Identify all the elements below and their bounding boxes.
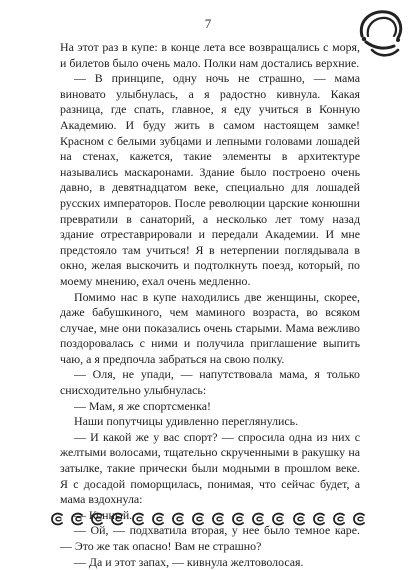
horseshoe-icon (231, 512, 247, 526)
horseshoe-icon (70, 512, 86, 526)
paragraph: — Да и этот запах, — кивнула желтоволосая. (74, 554, 304, 569)
paragraph: — Мам, я же спортсменка! (74, 398, 211, 413)
paragraph: — Конный. (74, 507, 133, 522)
paragraph: — Ой, — подхватила вторая, у нее было темное каре. — Это же так опасно! Вам не страшно? (60, 523, 360, 553)
paragraph: — Оля, не упади, — напутствовала мама, я только снисходительно улыбнулась: (60, 367, 360, 398)
paragraph: — В принципе, одну ночь не страшно, — мама виновато улыбнулась, а я радостно кивнула. Какая разница, где спать, главное, я еду учиться в Конную Академию. И буду жить в самом настоящем замке! Красном с белыми зубцами и лепными головами лошадей на стенах, кажется, такие элементы в архитектуре назывались маскаронами. Здание было построено очень давно, в девятнадцатом веке, специально для лошадей русских императоров. После революции царские конюшни превратили в санаторий, а несколько лет тому назад здание отреставрировали и передали Академии. И мне предстояло там учиться! Я в нетерпении поглядывала в окно, желая выскочить и подтолкнуть поезд, который, по моему мнению, ехал очень медленно. (60, 71, 360, 288)
horseshoe-icon (332, 512, 348, 526)
horseshoe-icon (131, 512, 147, 526)
horseshoe-icon (211, 512, 227, 526)
paragraph: Помимо нас в купе находились две женщины, скорее, даже бабушкиного, чем маминого возраста, во всяком случае, мне они показались очень старыми. Мама вежливо поздоровалась с ними и получила приглашение выпить чаю, а я предпочла забраться на свою полку. (60, 289, 360, 366)
page-number: 7 (204, 16, 212, 31)
horseshoe-icon (292, 512, 308, 526)
paragraph: — И какой же у вас спорт? — спросила одна из них с желтыми волосами, тщательно скрученными в ракушку на затылке, такие прически были модными в прошлом веке. Я с досадой поморщилась, понимая, что сейчас будет, а мама вздохнула: (60, 429, 360, 507)
horseshoe-swirl-icon (354, 6, 406, 64)
horseshoe-icon (271, 512, 287, 526)
horseshoe-icon (90, 512, 106, 526)
footer-ornament (50, 509, 368, 529)
horseshoe-icon (352, 512, 368, 526)
body-text (60, 40, 360, 570)
horseshoe-icon (50, 512, 66, 526)
horseshoe-icon (251, 512, 267, 526)
horseshoe-icon (191, 512, 207, 526)
horseshoe-icon (110, 512, 126, 526)
horseshoe-icon (312, 512, 328, 526)
paragraph: На этот раз в купе: в конце лета все возвращались с моря, и билетов было очень мало. Полки нам достались верхние. (60, 40, 360, 70)
horseshoe-icon (151, 512, 167, 526)
horseshoe-icon (171, 512, 187, 526)
paragraph: Наши попутчицы удивленно переглянулись. (74, 414, 299, 429)
